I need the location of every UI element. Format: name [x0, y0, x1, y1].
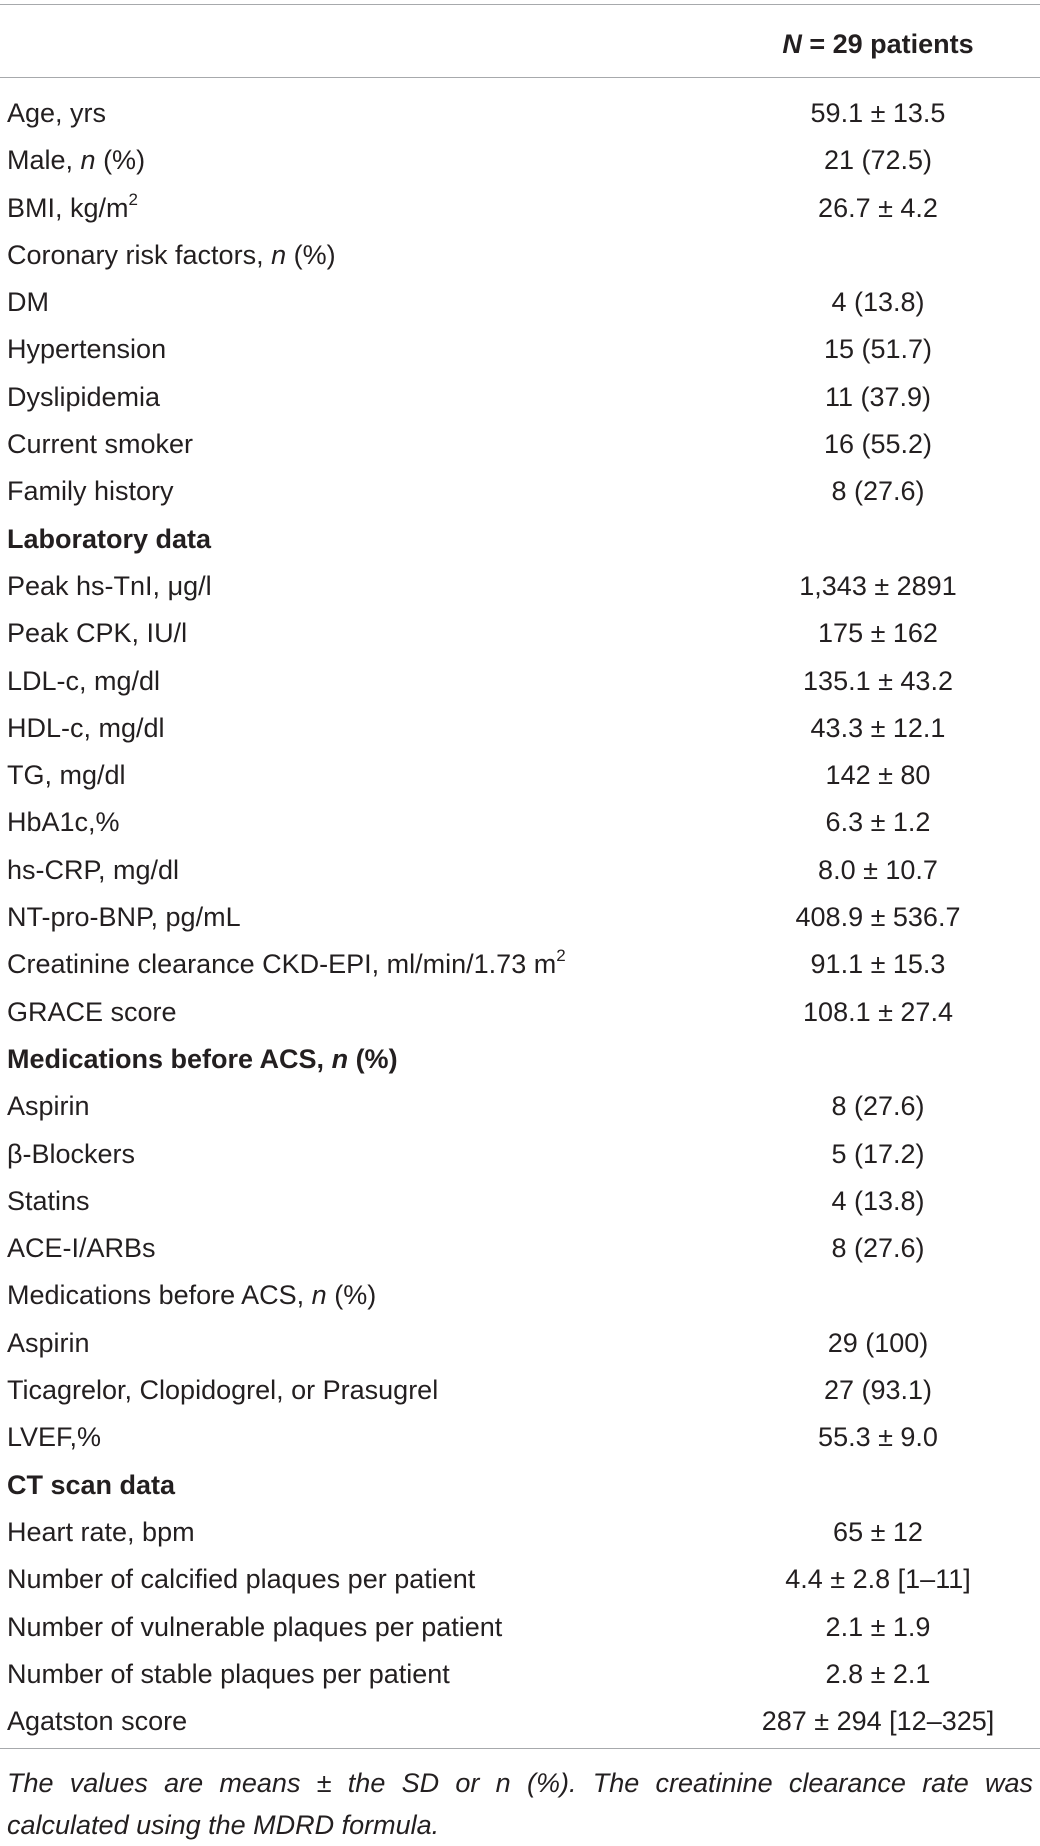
row-label-text: NT-pro-BNP, pg/mL — [7, 902, 241, 933]
row-label — [7, 279, 49, 326]
row-label — [7, 137, 145, 184]
row-label-italic: n — [311, 1280, 327, 1311]
table-header-rule — [0, 77, 1040, 78]
row-label-text: Medications before ACS, — [7, 1280, 312, 1311]
row-label-text: Aspirin — [7, 1091, 90, 1122]
row-label — [7, 1320, 90, 1367]
row-label — [7, 610, 187, 657]
row-value: 27 (93.1) — [823, 1375, 933, 1406]
row-label — [7, 516, 211, 563]
row-label — [7, 1698, 187, 1745]
table-row — [0, 374, 1040, 421]
table-row — [0, 1698, 1040, 1745]
row-value: 15 (51.7) — [823, 334, 933, 365]
table-row — [0, 1462, 1040, 1509]
row-value — [716, 1036, 1040, 1083]
row-label-text: BMI, kg/m — [7, 192, 129, 223]
row-label — [7, 1462, 175, 1509]
row-value: 287 ± 294 [12–325] — [761, 1706, 995, 1737]
row-label-text: Number of stable plaques per patient — [7, 1658, 450, 1689]
row-label — [7, 1604, 502, 1651]
row-label-text: LVEF,% — [7, 1422, 102, 1453]
row-value: 408.9 ± 536.7 — [795, 902, 961, 933]
table-row — [0, 563, 1040, 610]
column-header-rest: = 29 patients — [801, 29, 974, 59]
row-label-text: ACE-I/ARBs — [7, 1233, 156, 1264]
table-row — [0, 1272, 1040, 1319]
row-value: 142 ± 80 — [825, 760, 931, 791]
row-value: 6.3 ± 1.2 — [825, 807, 931, 838]
row-label — [7, 468, 174, 515]
row-value: 65 ± 12 — [833, 1516, 923, 1547]
row-label-text: Current smoker — [7, 429, 194, 460]
row-label-text: (%) — [326, 1280, 377, 1311]
row-label-text: DM — [7, 287, 49, 318]
row-label-text: Aspirin — [7, 1327, 90, 1358]
table-row — [0, 137, 1040, 184]
row-label — [7, 989, 177, 1036]
row-label — [7, 90, 106, 137]
row-label-text: Peak CPK, IU/l — [7, 618, 188, 649]
row-label — [7, 752, 126, 799]
row-label-text: Family history — [7, 476, 174, 507]
row-value — [716, 1462, 1040, 1509]
table-row — [0, 232, 1040, 279]
row-value: 175 ± 162 — [818, 618, 938, 649]
row-label-text: HbA1c,% — [7, 807, 120, 838]
row-label — [7, 847, 179, 894]
row-label-text: Medications before ACS, — [7, 1043, 332, 1074]
row-value: 16 (55.2) — [823, 429, 933, 460]
row-label-text: Coronary risk factors, — [7, 239, 272, 270]
table-row — [0, 90, 1040, 137]
row-value — [716, 232, 1040, 279]
row-label-text: Creatinine clearance CKD-EPI, ml/min/1.73 m — [7, 949, 557, 980]
row-label-text: Dyslipidemia — [7, 381, 161, 412]
row-label — [7, 326, 166, 373]
row-value — [716, 516, 1040, 563]
row-label-text: Heart rate, bpm — [7, 1516, 195, 1547]
row-label-italic: n — [331, 1043, 349, 1074]
table-row — [0, 1509, 1040, 1556]
row-value: 4 (13.8) — [831, 1185, 925, 1216]
row-label — [7, 894, 241, 941]
row-label — [7, 1556, 475, 1603]
row-value: 5 (17.2) — [831, 1138, 925, 1169]
table-bottom-rule — [0, 1748, 1040, 1749]
row-label-text: β-Blockers — [7, 1138, 136, 1169]
table-row — [0, 516, 1040, 563]
table-body — [0, 90, 1040, 1745]
row-label — [7, 1036, 398, 1083]
row-label-text: GRACE score — [7, 996, 177, 1027]
row-value: 8 (27.6) — [831, 1091, 925, 1122]
row-label-text: Agatston score — [7, 1706, 188, 1737]
row-value: 91.1 ± 15.3 — [810, 949, 946, 980]
row-label — [7, 799, 120, 846]
row-label-text: hs-CRP, mg/dl — [7, 854, 180, 885]
table-row — [0, 705, 1040, 752]
table-row — [0, 847, 1040, 894]
row-label-text: Ticagrelor, Clopidogrel, or Prasugrel — [7, 1375, 439, 1406]
row-label-superscript: 2 — [128, 189, 138, 209]
row-label-text: Age, yrs — [7, 98, 107, 128]
row-value: 43.3 ± 12.1 — [810, 712, 946, 743]
row-value: 59.1 ± 13.5 — [810, 98, 946, 128]
row-label-text: Peak hs-TnI, μg/l — [7, 570, 212, 601]
row-label — [7, 563, 212, 610]
row-label-text: (%) — [286, 239, 336, 270]
row-label — [7, 374, 160, 421]
table-row — [0, 1414, 1040, 1461]
table-row — [0, 326, 1040, 373]
row-value: 4 (13.8) — [831, 287, 925, 318]
row-label-text: Hypertension — [7, 334, 167, 365]
row-label-text: TG, mg/dl — [7, 760, 126, 791]
table-row — [0, 989, 1040, 1036]
table-header-row — [0, 4, 1040, 77]
row-value: 1,343 ± 2891 — [799, 570, 957, 601]
table-row — [0, 1320, 1040, 1367]
row-label — [7, 1367, 438, 1414]
row-value — [716, 1272, 1040, 1319]
table-footnote: The values are means ± the SD or n (%). The creatinine clearance rate was calculated using the MDRD formula. — [7, 1768, 1033, 1840]
table-row — [0, 1367, 1040, 1414]
row-label-superscript: 2 — [556, 946, 566, 966]
row-value: 2.1 ± 1.9 — [825, 1611, 931, 1642]
row-label — [7, 232, 336, 279]
table-row — [0, 894, 1040, 941]
table-row — [0, 1036, 1040, 1083]
row-label — [7, 941, 566, 988]
table-row — [0, 1131, 1040, 1178]
row-value: 4.4 ± 2.8 [1–11] — [785, 1564, 971, 1595]
column-header-value — [716, 4, 1040, 77]
row-label-text: (%) — [95, 145, 146, 176]
row-label — [7, 1225, 156, 1272]
table-row — [0, 1083, 1040, 1130]
row-label — [7, 1178, 90, 1225]
table-row — [0, 941, 1040, 988]
table-row — [0, 752, 1040, 799]
table-row — [0, 279, 1040, 326]
row-label — [7, 705, 165, 752]
row-value: 2.8 ± 2.1 — [825, 1658, 931, 1689]
row-value: 8 (27.6) — [831, 1233, 925, 1264]
row-value: 135.1 ± 43.2 — [803, 665, 953, 696]
row-value: 11 (37.9) — [824, 381, 932, 412]
row-value: 8.0 ± 10.7 — [818, 854, 938, 885]
table-row — [0, 658, 1040, 705]
table-row — [0, 421, 1040, 468]
table-row — [0, 610, 1040, 657]
row-label — [7, 1414, 101, 1461]
row-label-text: LDL-c, mg/dl — [7, 665, 161, 696]
table-row — [0, 799, 1040, 846]
row-label-text: Statins — [7, 1185, 90, 1216]
table-row — [0, 1604, 1040, 1651]
row-value: 29 (100) — [827, 1327, 929, 1358]
table-row — [0, 1225, 1040, 1272]
row-label-text: Number of vulnerable plaques per patient — [7, 1611, 503, 1642]
row-value: 21 (72.5) — [823, 145, 933, 176]
table-row — [0, 468, 1040, 515]
column-header-n: N — [782, 29, 802, 59]
table-row — [0, 1651, 1040, 1698]
row-value: 26.7 ± 4.2 — [818, 192, 938, 223]
row-label-italic: n — [80, 145, 96, 176]
row-value: 55.3 ± 9.0 — [818, 1422, 938, 1453]
row-label — [7, 1509, 195, 1556]
row-label-text: (%) — [348, 1043, 398, 1074]
row-label — [7, 1272, 376, 1319]
row-label — [7, 658, 160, 705]
row-label-text: HDL-c, mg/dl — [7, 712, 165, 743]
row-label — [7, 185, 138, 232]
row-label — [7, 1651, 450, 1698]
row-label-text: Number of calcified plaques per patient — [7, 1564, 476, 1595]
row-label-text: Laboratory data — [7, 523, 212, 554]
row-label — [7, 1083, 90, 1130]
table-row — [0, 1556, 1040, 1603]
table-row — [0, 185, 1040, 232]
row-label-italic: n — [271, 239, 287, 270]
row-label-text: Male, — [7, 145, 81, 176]
row-value: 8 (27.6) — [831, 476, 925, 507]
row-label-text: CT scan data — [7, 1469, 176, 1500]
table-row — [0, 1178, 1040, 1225]
row-label — [7, 421, 193, 468]
row-value: 108.1 ± 27.4 — [803, 996, 953, 1027]
row-label — [7, 1131, 135, 1178]
